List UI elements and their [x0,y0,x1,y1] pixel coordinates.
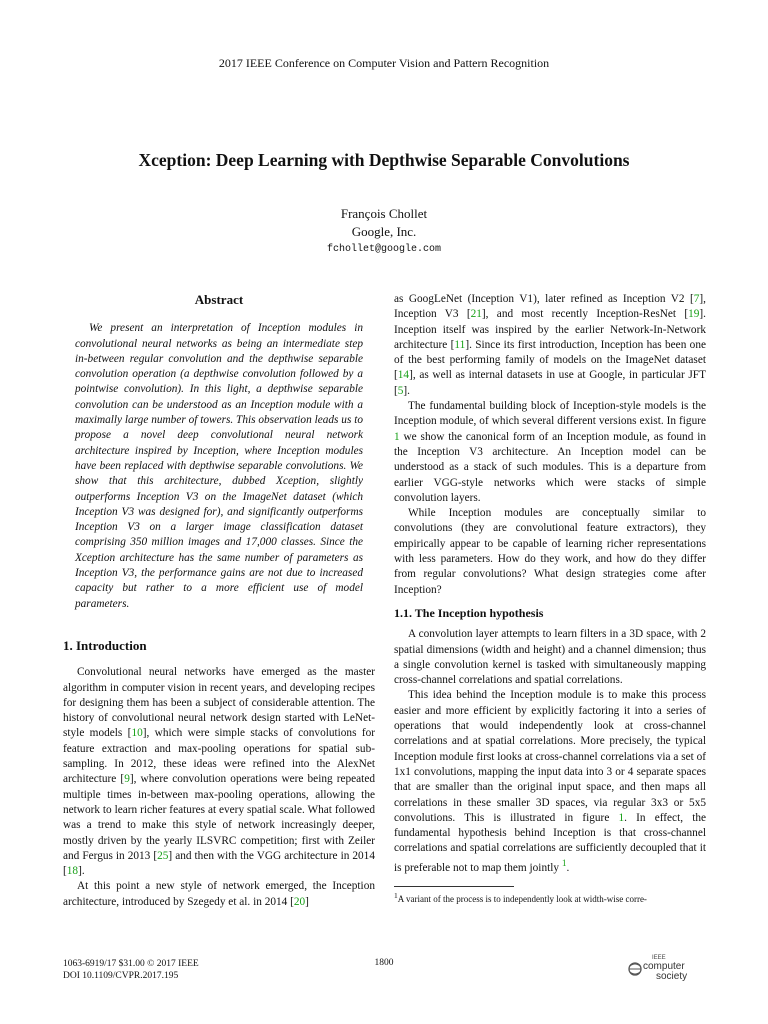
citation-link[interactable]: 18 [66,865,79,878]
right-column [394,292,706,905]
intro-paragraph-1: Convolutional neural networks have emerged as the master algorithm in computer vision in recent years, and developing recipes for designing them has been a subject of considerable attention. The history of convolutional neural network design started with LeNet-style models [10], which were simple stacks of convolutions for feature extraction and max-pooling operations for spatial sub-sampling. In 2012, these ideas were refined into the AlexNet architecture [9], where convolution operations were being repeated multiple times in-between max-pooling operations, allowing the network to learn richer features at every spatial scale. What followed was a trend to make this style of network increasingly deeper, mostly driven by the yearly ILSVRC competition; first with Zeiler and Fergus in 2013 [25] and then with the VGG architecture in 2014 [18]. [63,666,375,878]
author-affiliation: Google, Inc. [351,224,417,239]
citation-link[interactable]: 5 [397,384,404,397]
figure-link[interactable]: 1 [618,811,625,824]
citation-link[interactable]: 7 [693,293,700,305]
right-paragraph-2: The fundamental building block of Inception-style models is the Inception module, of which several different versions exist. In figure 1 we show the canonical form of an Inception module, as found in the Inception V3 architecture. An Inception model can be understood as a stack of such modules. This is a departure from earlier VGG-style networks which were stacks of simple convolution layers. [394,400,706,504]
footer-issn: 1063-6919/17 $31.00 © 2017 IEEE [63,959,199,969]
subsection-heading: 1.1. The Inception hypothesis [394,605,544,620]
footnote-link[interactable]: 1 [561,858,567,869]
footnote: $^1$A variant of the process is to independently look at width-wise corre- [394,890,647,904]
citation-link[interactable]: 14 [397,369,410,382]
citation-link[interactable]: 20 [293,895,306,908]
right-paragraph-3: While Inception modules are conceptually similar to convolutions (they are convolutional feature extractors), they empirically appear to be capable of learning richer representations with less parameters. How do they work, and how do they differ from regular convolutions? What design strategies come after Inception? [394,507,706,596]
citation-link[interactable]: 25 [157,849,169,862]
citation-link[interactable]: 11 [454,338,466,351]
footnote-divider [394,886,514,887]
author-email: fchollet@google.com [326,244,442,255]
abstract-heading: Abstract [194,292,244,307]
citation-link[interactable]: 9 [124,773,130,786]
paper-title: Xception: Deep Learning with Depthwise Separable Convolutions [138,150,630,170]
conference-header: 2017 IEEE Conference on Computer Vision and Pattern Recognition [218,56,550,70]
abstract-text: We present an interpretation of Inception modules in convolutional neural networks as being an intermediate step in-between regular convolution and the depthwise separable convolution operation (a depthwise convolution followed by a pointwise convolution). In this light, a depthwise separable convolution can be understood as an Inception module with a maximally large number of towers. This observation leads us to propose a novel deep convolutional neural network architecture inspired by Inception, where Inception modules have been replaced with depthwise separable convolutions. We show that this architecture, dubbed Xception, slightly outperforms Inception V3 on the ImageNet dataset (which Inception V3 was designed for), and significantly outperforms Inception V3 on a larger image classification dataset comprising 350 million images and 17,000 classes. Since the Xception architecture has the same number of parameters as Inception V3, the performance gains are not due to increased capacity but rather to a more efficient use of model parameters. [75,322,363,610]
svg-text:IEEE: IEEE [652,955,666,961]
figure-link[interactable]: 1 [394,430,400,443]
citation-link[interactable]: 10 [131,727,143,740]
ieee-computer-society-logo [626,952,710,982]
right-paragraph-1: as GoogLeNet (Inception V1), later refined as Inception V2 [7], Inception V3 [21], and most recently Inception-ResNet [19]. Inception itself was inspired by the earlier Network-In-Network architecture [11]. Since its first introduction, Inception has been one of the best performing family of models on the ImageNet dataset [14], as well as internal datasets in use at Google, in particular JFT [5]. [394,293,706,397]
author-block [0,205,768,259]
citation-link[interactable]: 19 [688,308,700,321]
left-column [63,292,375,910]
intro-paragraph-2: At this point a new style of network emerged, the Inception architecture, introduced by Szegedy et al. in 2014 [20] [63,880,375,908]
right-paragraph-5: This idea behind the Inception module is to make this process easier and more efficient by explicitly factoring it into a series of operations that would independently look at cross-channel correlations and at spatial correlations. More precisely, the typical Inception module first looks at cross-channel correlations via a set of 1x1 convolutions, mapping the input data into 3 or 4 separate spaces that are smaller than the original input space, and then maps all correlations in these smaller 3D spaces, via regular 3x3 or 5x5 convolutions. This is illustrated in figure 1. In effect, the fundamental hypothesis behind Inception is that cross-channel correlations and spatial correlations are sufficiently decoupled that it is preferable not to map them jointly $^1$. [394,689,706,874]
right-paragraph-4: A convolution layer attempts to learn filters in a 3D space, with 2 spatial dimensions (width and height) and a channel dimension; thus a single convolution kernel is tasked with simultaneously mapping cross-channel correlations and spatial correlations. [394,628,706,687]
citation-link[interactable]: 21 [470,308,482,321]
page-number: 1800 [374,958,394,968]
footer-doi: DOI 10.1109/CVPR.2017.195 [63,971,179,981]
introduction-heading: 1. Introduction [63,637,147,653]
computer-society-logo-icon [626,952,710,982]
author-name: François Chollet [340,206,428,221]
svg-text:computer: computer [643,961,685,972]
svg-text:society: society [656,971,688,982]
